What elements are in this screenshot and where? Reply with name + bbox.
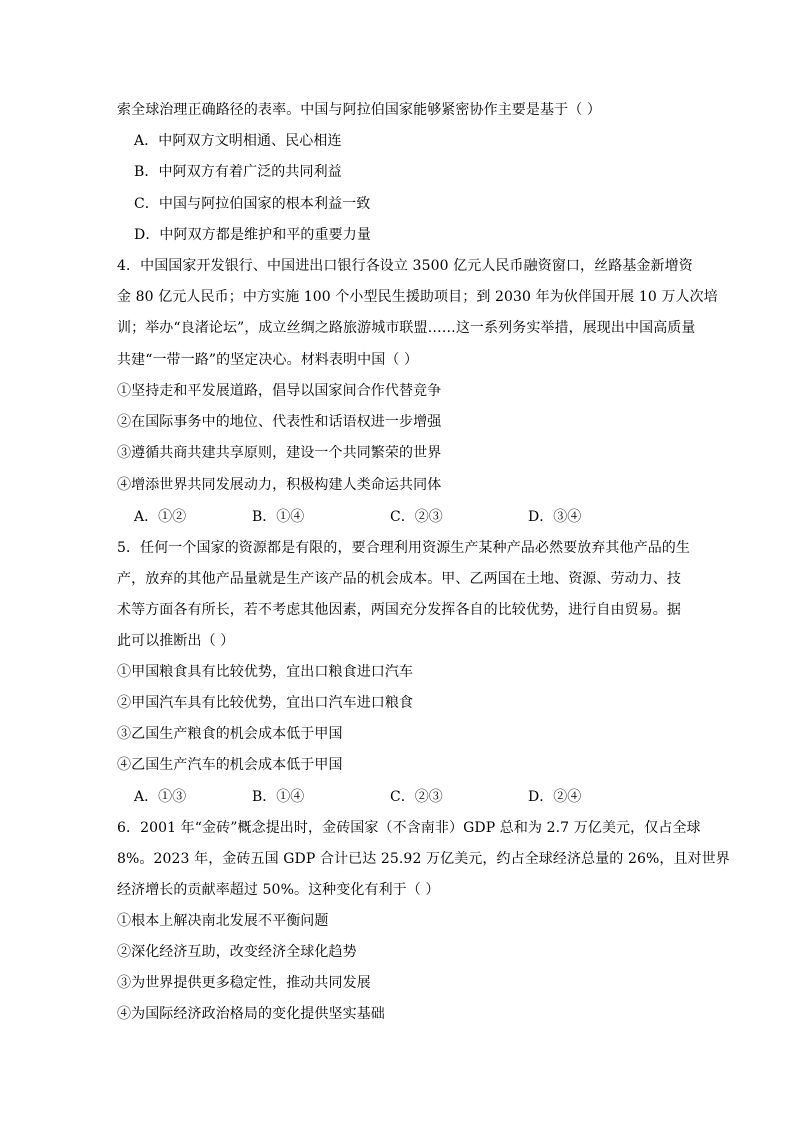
q5-stem-line: 此可以推断出（ ） (117, 633, 235, 649)
q3-option-a: A．中阿双方文明相通、民心相连 (134, 133, 342, 149)
q6-statement-1: ①根本上解决南北发展不平衡问题 (117, 913, 329, 929)
q4-choice-c: C．②③ (390, 509, 443, 525)
q6-stem-line: 经济增长的贡献率超过 50%。这种变化有利于（ ） (117, 882, 440, 898)
q4-choice-a: A．①② (134, 509, 187, 525)
q4-choice-d: D．③④ (528, 509, 582, 525)
q4-statement-1: ①坚持走和平发展道路，倡导以国家间合作代替竞争 (117, 383, 442, 399)
q5-stem-line: 术等方面各有所长，若不考虑其他因素，两国充分发挥各自的比较优势，进行自由贸易。据 (117, 602, 681, 618)
q5-choice-b: B．①④ (252, 789, 305, 805)
q6-stem-line: 8%。2023 年，金砖五国 GDP 合计已达 25.92 万亿美元，约占全球经济总量的 26%，且对世界 (117, 851, 730, 867)
q3-option-d: D．中阿双方都是维护和平的重要力量 (134, 227, 371, 243)
q5-statement-3: ③乙国生产粮食的机会成本低于甲国 (117, 726, 343, 742)
q5-choice-c: C．②③ (390, 789, 443, 805)
q4-stem-line: 4．中国国家开发银行、中国进出口银行各设立 3500 亿元人民币融资窗口，丝路基金新增资 (117, 258, 693, 274)
q5-choice-a: A．①③ (134, 789, 187, 805)
q4-stem-line: 金 80 亿元人民币；中方实施 100 个小型民生援助项目；到 2030 年为伙伴国开展 10 万人次培 (117, 289, 718, 305)
q4-stem-line: 训；举办“良渚论坛”，成立丝绸之路旅游城市联盟……这一系列务实举措，展现出中国高质量 (117, 320, 696, 336)
q6-statement-3: ③为世界提供更多稳定性，推动共同发展 (117, 975, 371, 991)
q5-statement-4: ④乙国生产汽车的机会成本低于甲国 (117, 757, 343, 773)
q5-statement-1: ①甲国粮食具有比较优势，宜出口粮食进口汽车 (117, 664, 414, 680)
q5-stem-line: 产，放弃的其他产品量就是生产该产品的机会成本。甲、乙两国在土地、资源、劳动力、技 (117, 571, 681, 587)
q4-choice-b: B．①④ (252, 509, 305, 525)
q3-option-c: C．中国与阿拉伯国家的根本利益一致 (134, 196, 371, 212)
q4-statement-4: ④增添世界共同发展动力，积极构建人类命运共同体 (117, 477, 442, 493)
q4-statement-3: ③遵循共商共建共享原则，建设一个共同繁荣的世界 (117, 445, 442, 461)
q4-stem-line: 共建“一带一路”的坚定决心。材料表明中国（ ） (117, 352, 419, 368)
q6-statement-4: ④为国际经济政治格局的变化提供坚实基础 (117, 1006, 385, 1022)
q4-statement-2: ②在国际事务中的地位、代表性和话语权进一步增强 (117, 414, 442, 430)
q6-stem-line: 6．2001 年“金砖”概念提出时，金砖国家（不含南非）GDP 总和为 2.7 万亿美元，仅占全球 (117, 820, 701, 836)
q5-statement-2: ②甲国汽车具有比较优势，宜出口汽车进口粮食 (117, 695, 414, 711)
q5-stem-line: 5．任何一个国家的资源都是有限的，要合理利用资源生产某种产品必然要放弃其他产品的生 (117, 540, 691, 556)
q3-stem-tail: 索全球治理正确路径的表率。中国与阿拉伯国家能够紧密协作主要是基于（ ） (117, 102, 601, 118)
q6-statement-2: ②深化经济互助，改变经济全球化趋势 (117, 944, 357, 960)
q3-option-b: B．中阿双方有着广泛的共同利益 (134, 164, 342, 180)
q5-choice-d: D．②④ (528, 789, 582, 805)
